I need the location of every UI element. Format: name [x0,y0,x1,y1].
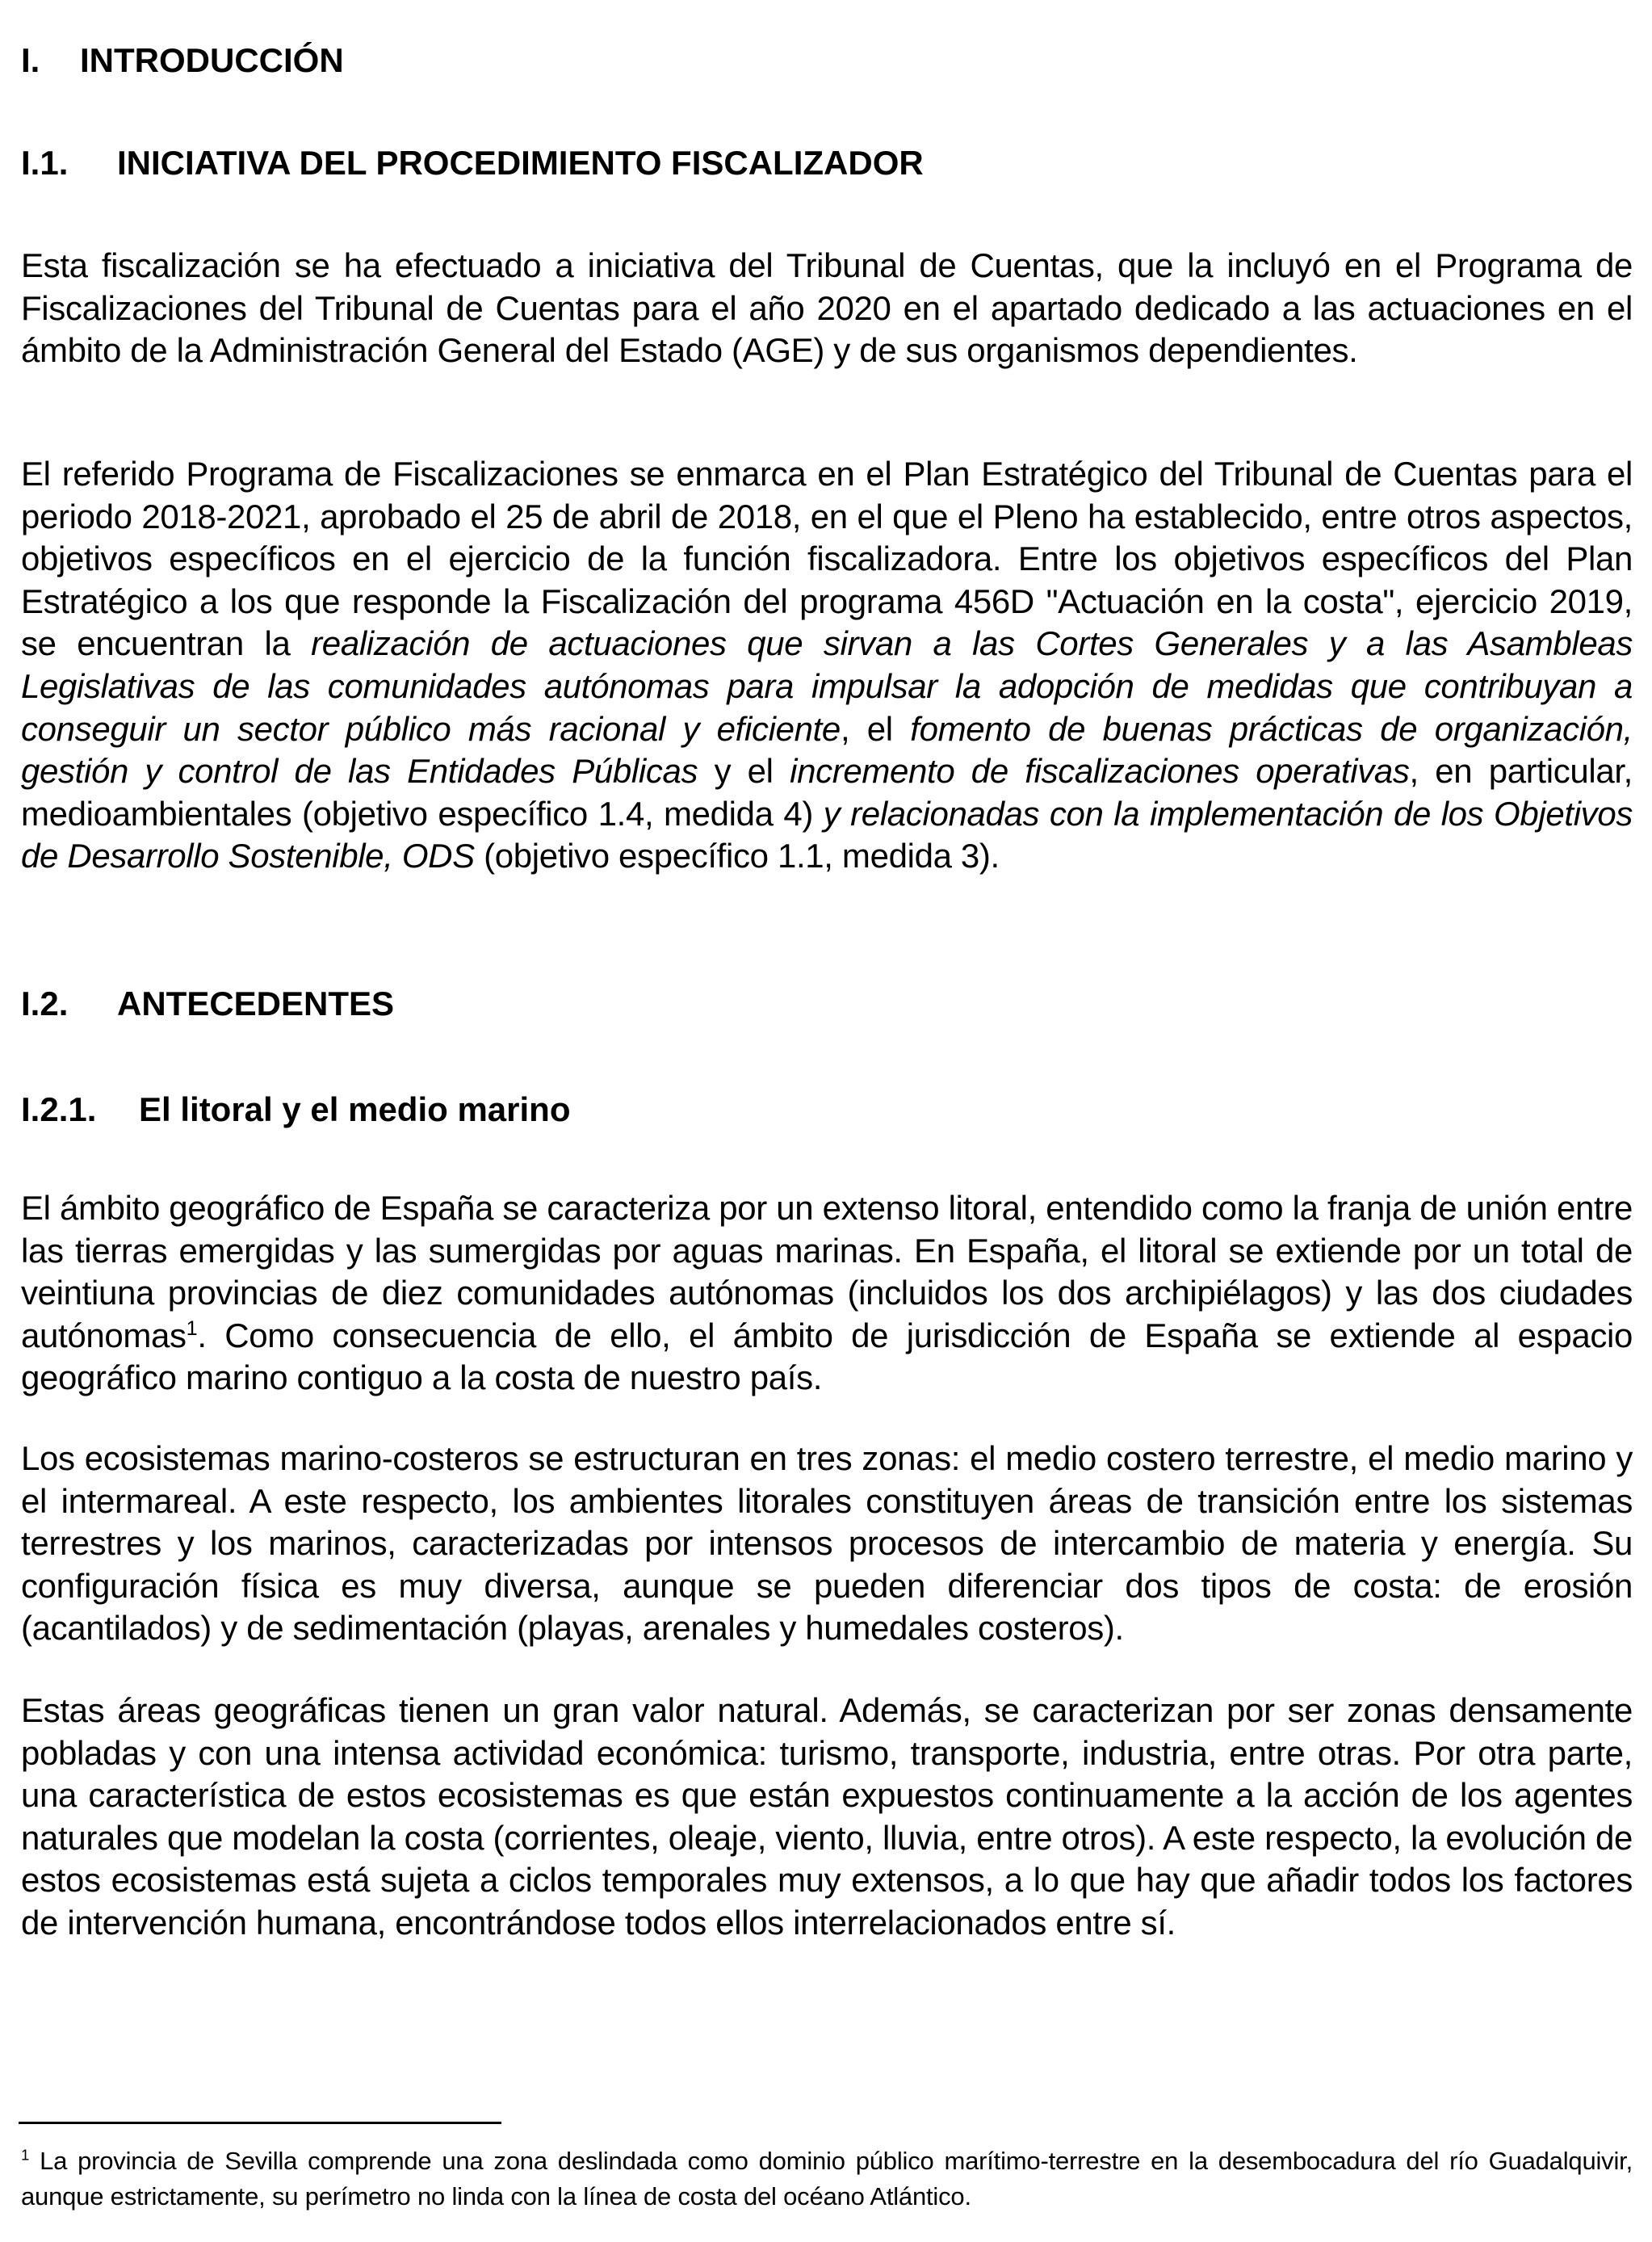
paragraph-2-text: , en particular, medioambientales (objetivo específico 1.4, medida 4) [21,752,1633,833]
paragraph-3-text: El ámbito geográfico de España se caracteriza por un extenso litoral, entendido como la franja de unión entre las tierras emergidas y las sumergidas por aguas marinas. En España, el litoral se extiende por un total de veintiuna provincias de diez comunidades autónomas (incluidos los dos archipiélagos) y las dos ciudades autónomas [21,1189,1633,1354]
footnote-separator [19,2122,501,2124]
paragraph-2 [21,453,1633,878]
footnote-text: La provincia de Sevilla comprende una zona deslindada como dominio público marítimo-terrestre en la desembocadura del río Guadalquivir, aunque estrictamente, su perímetro no linda con la línea de costa del océano Atlántico. [21,2147,1633,2211]
paragraph-2-italic: y relacionadas con la implementación de los Objetivos de Desarrollo Sostenible, ODS [21,794,1633,875]
heading-title: INTRODUCCIÓN [80,41,344,79]
footnote-reference[interactable]: 1 [186,1316,198,1340]
paragraph-4: Los ecosistemas marino-costeros se estructuran en tres zonas: el medio costero terrestre, el medio marino y el intermareal. A este respecto, los ambientes litorales constituyen áreas de transición entre los sistemas terrestres y los marinos, caracterizadas por intensos procesos de intercambio de materia y energía. Su configuración física es muy diversa, aunque se pueden diferenciar dos tipos de costa: de erosión (acantilados) y de sedimentación (playas, arenales y humedales costeros). [21,1439,1633,1648]
paragraph-2-italic: realización de actuaciones que sirvan a las Cortes Generales y a las Asambleas Legislativas de las comunidades autónomas para impulsar la adopción de medidas que contribuyan a conseguir un sector público más racional y eficiente [21,624,1633,748]
paragraph-2-text: y el [698,752,790,791]
paragraph-2-text: (objetivo específico 1.1, medida 3). [474,837,1000,875]
heading-title: INICIATIVA DEL PROCEDIMIENTO FISCALIZADOR [117,144,924,182]
heading-number: I.2. [21,985,69,1022]
heading-iniciativa [21,142,1633,184]
heading-number: I. [21,41,40,79]
heading-number: I.2.1. [21,1090,97,1128]
paragraph-5: Estas áreas geográficas tienen un gran valor natural. Además, se caracterizan por ser zonas densamente pobladas y con una intensa actividad económica: turismo, transporte, industria, entre otras. Por otra parte, una característica de estos ecosistemas es que están expuestos continuamente a la acción de los agentes naturales que modelan la costa (corrientes, oleaje, viento, lluvia, entre otros). A este respecto, la evolución de estos ecosistemas está sujeta a ciclos temporales muy extensos, a lo que hay que añadir todos los factores de intervención humana, encontrándose todos ellos interrelacionados entre sí. [21,1691,1633,1942]
paragraph-2-text: , el [840,709,911,748]
paragraph-2-italic: incremento de fiscalizaciones operativas [790,752,1410,791]
heading-title: El litoral y el medio marino [139,1090,571,1128]
paragraph-2-text: El referido Programa de Fiscalizaciones se enmarca en el Plan Estratégico del Tribunal de Cuentas para el periodo 2018-2021, aprobado el 25 de abril de 2018, en el que el Pleno ha establecido, entre otros aspectos, objetivos específicos en el ejercicio de la función fiscalizadora. Entre los objetivos específicos del Plan Estratégico a los que responde la Fiscalización del programa 456D "Actuación en la costa", ejercicio 2019, se encuentran la [21,455,1633,663]
paragraph-3 [21,1187,1633,1400]
paragraph-2-italic: fomento de buenas prácticas de organización, gestión y control de las Entidades Públicas [21,709,1633,791]
paragraph-3-text: . Como consecuencia de ello, el ámbito de jurisdicción de España se extiende al espacio geográfico marino contiguo a la costa de nuestro país. [21,1316,1633,1397]
heading-antecedentes [21,983,1633,1025]
heading-number: I.1. [21,144,69,182]
heading-introduccion [21,40,1633,82]
heading-litoral-medio-marino [21,1089,1633,1131]
paragraph-1: Esta fiscalización se ha efectuado a iniciativa del Tribunal de Cuentas, que la incluyó en el Programa de Fiscalizaciones del Tribunal de Cuentas para el año 2020 en el apartado dedicado a las actuaciones en el ámbito de la Administración General del Estado (AGE) y de sus organismos dependientes. [21,246,1633,370]
footnote-1 [21,2143,1633,2215]
footnote-mark: 1 [21,2146,30,2164]
heading-title: ANTECEDENTES [117,985,395,1022]
